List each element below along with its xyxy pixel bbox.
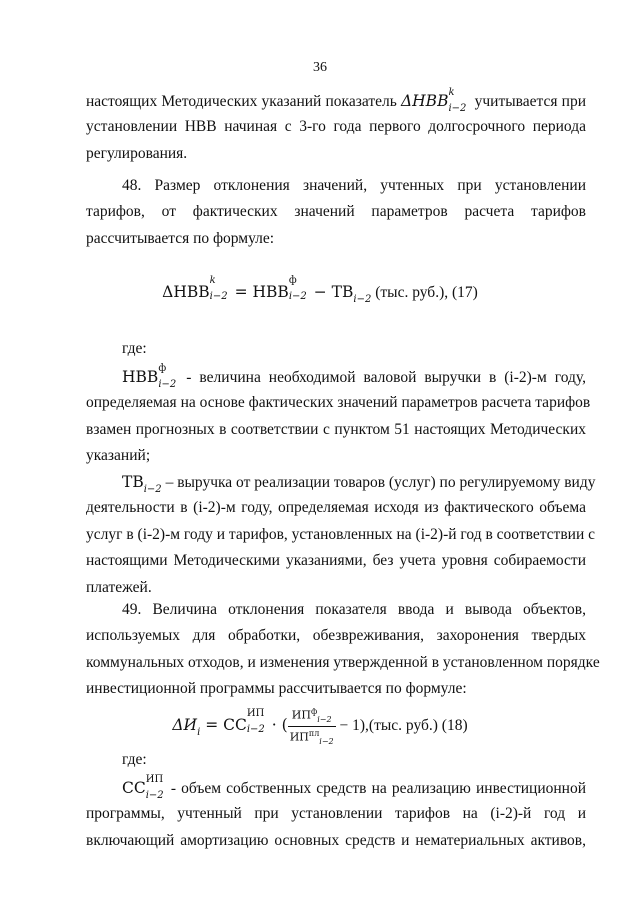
inline-formula: ΔНВВ k i−2 bbox=[400, 86, 467, 114]
text-line: рассчитывается по формуле: bbox=[86, 229, 275, 247]
text-line: используемых для обработки, обезвреживания, захоронения твердых bbox=[86, 627, 586, 645]
paragraph-48 bbox=[86, 173, 586, 252]
text-line: программы, учтенный при установлении тарифов на (i-2)-й год и bbox=[86, 805, 586, 823]
text-line: 49. Величина отклонения показателя ввода и вывода объектов, bbox=[122, 601, 586, 618]
text-line: настоящих Методических указаний показатель ΔНВВ k i−2 учитывается при bbox=[86, 86, 587, 114]
text-line: 48. Размер отклонения значений, учтенных при установлении bbox=[122, 177, 586, 194]
text-line: коммунальных отходов, и изменения утвержденной в установленном порядке bbox=[86, 653, 600, 671]
definition-nvv bbox=[86, 363, 591, 470]
text-line: настоящими Методическими указаниями, без учета уровня собираемости bbox=[86, 552, 586, 570]
text-line: НВВ ф i−2 - величина необходимой валовой выручки в (i-2)-м году, bbox=[122, 363, 586, 391]
text-line: платежей. bbox=[86, 578, 152, 596]
text-line: регулирования. bbox=[86, 144, 188, 162]
text-line: тарифов, от фактических значений параметров расчета тарифов bbox=[86, 203, 586, 221]
text-line: деятельности в (i-2)-м году, определяемая исходя из фактического объема bbox=[86, 499, 586, 517]
text-line: услуг в (i-2)-м году и тарифов, установленных на (i-2)-й год в соответствии с bbox=[86, 525, 595, 543]
text-line: $ТВ_{i-2}$ – выручка от реализации товаров (услуг) по регулируемому виду bbox=[122, 473, 596, 495]
fraction: $\frac{ИП^ф_{i-2}}{ИП^{пл}_{i-2}}$ bbox=[289, 707, 334, 746]
formula-17: ΔНВВ k i−2 = НВВ ф i−2 − $ТВ_{i-2}$ (тыс. руб.), (17) bbox=[162, 275, 478, 305]
paragraph-49 bbox=[86, 597, 600, 703]
text-line: взамен прогнозных в соответствии с пунктом 51 настоящих Методических bbox=[86, 420, 586, 438]
text-line: инвестиционной программы рассчитывается по формуле: bbox=[86, 680, 467, 698]
definition-tv bbox=[86, 469, 596, 601]
where-label-2: где: bbox=[122, 751, 147, 768]
text-line: установлении НВВ начиная с 3-го года первого долгосрочного периода bbox=[86, 118, 586, 136]
page-number: 36 bbox=[313, 60, 327, 75]
text-line: СС ИП i−2 - объем собственных средств на реализацию инвестиционной bbox=[122, 774, 586, 802]
paragraph-continuation bbox=[86, 88, 586, 167]
where-label-1: где: bbox=[122, 340, 147, 357]
definition-ss bbox=[86, 775, 586, 854]
text-line: включающий амортизацию основных средств и нематериальных активов, bbox=[86, 831, 586, 849]
formula-18: $\Delta И_i$ = СС ИП i−2 · ( $\frac{ИП^ф_{i-2}}{ИП^{пл}_{i-2}}$ − 1),(тыс. руб.) (18) bbox=[172, 707, 468, 746]
text-line: указаний; bbox=[86, 447, 151, 465]
text-line: определяемая на основе фактических значений параметров расчета тарифов bbox=[86, 394, 591, 412]
